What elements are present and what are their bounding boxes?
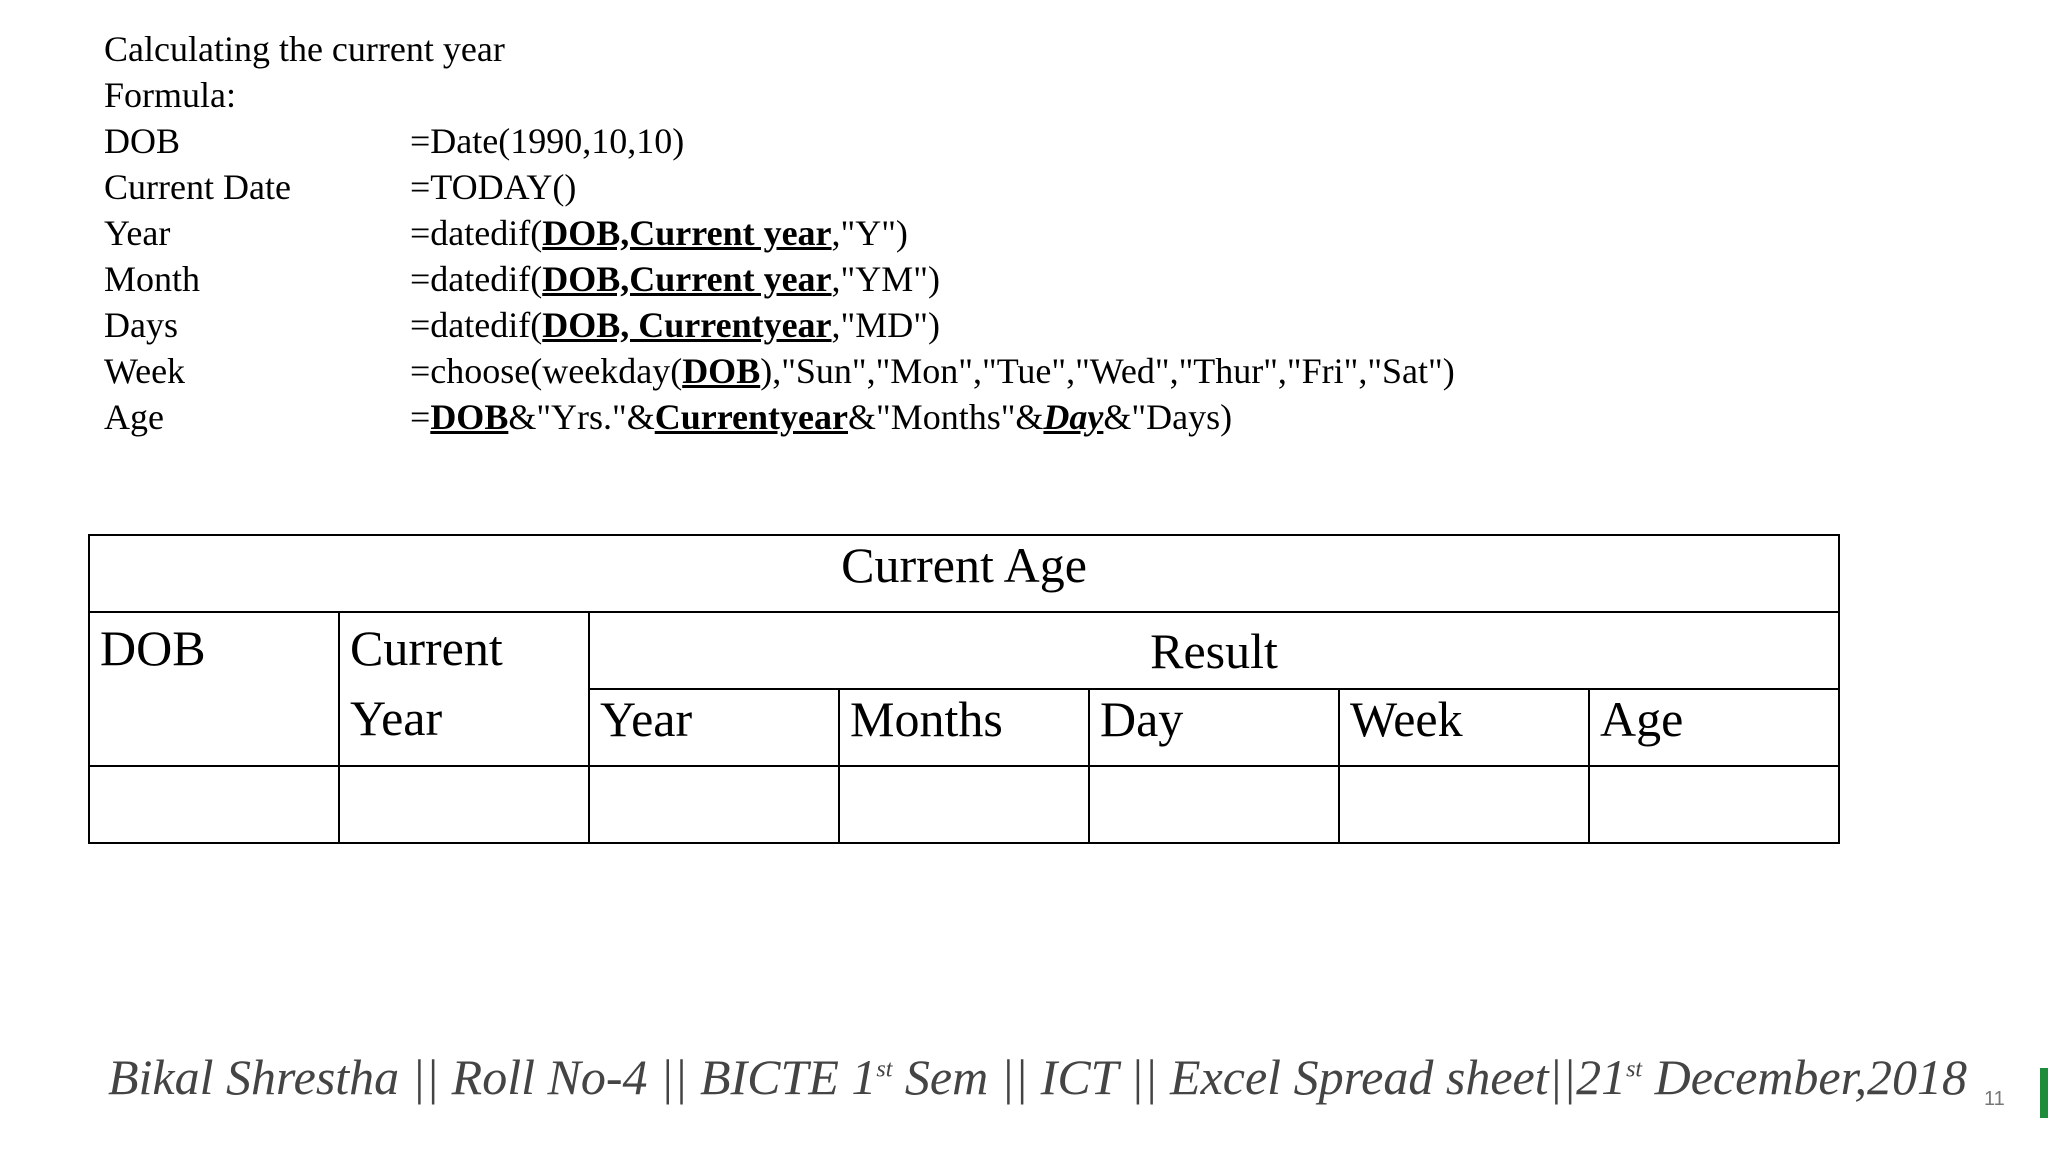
row-formula-year: =datedif(DOB,Current year,"Y")	[410, 213, 908, 253]
cell-week	[1339, 766, 1589, 843]
page-number: 11	[1984, 1088, 2005, 1110]
cell-dob	[89, 766, 339, 843]
row-formula-month: =datedif(DOB,Current year,"YM")	[410, 259, 940, 299]
header-result: Result	[589, 612, 1839, 689]
cell-age	[1589, 766, 1839, 843]
header-months: Months	[839, 689, 1089, 766]
header-dob: DOB	[89, 612, 339, 766]
row-formula-days: =datedif(DOB, Currentyear,"MD")	[410, 305, 940, 345]
header-current-year: Current Year	[339, 612, 589, 766]
row-label-age: Age	[104, 397, 164, 437]
row-formula-week: =choose(weekday(DOB),"Sun","Mon","Tue","Wed","Thur","Fri","Sat")	[410, 351, 1455, 391]
row-label-current-date: Current Date	[104, 167, 291, 207]
header-day: Day	[1089, 689, 1339, 766]
cell-current-year	[339, 766, 589, 843]
row-label-month: Month	[104, 259, 201, 299]
formula-label: Formula:	[104, 75, 236, 115]
accent-bar	[2040, 1068, 2048, 1118]
table-title: Current Age	[89, 535, 1839, 612]
table-row	[89, 766, 1839, 843]
current-age-table	[88, 534, 1840, 844]
header-year: Year	[589, 689, 839, 766]
slide-footer: Bikal Shrestha || Roll No-4 || BICTE 1st Sem || ICT || Excel Spread sheet||21st December,2018	[108, 1049, 1968, 1105]
row-label-week: Week	[104, 351, 186, 391]
row-formula-dob: =Date(1990,10,10)	[410, 121, 685, 161]
header-week: Week	[1339, 689, 1589, 766]
header-age: Age	[1589, 689, 1839, 766]
cell-year	[589, 766, 839, 843]
row-formula-current-date: =TODAY()	[410, 167, 577, 207]
row-label-year: Year	[104, 213, 171, 253]
cell-months	[839, 766, 1089, 843]
row-label-days: Days	[104, 305, 178, 345]
cell-day	[1089, 766, 1339, 843]
row-formula-age: =DOB&"Yrs."&Currentyear&"Months"&Day&"Days)	[410, 397, 1233, 437]
heading: Calculating the current year	[104, 29, 505, 69]
row-label-dob: DOB	[104, 121, 181, 161]
